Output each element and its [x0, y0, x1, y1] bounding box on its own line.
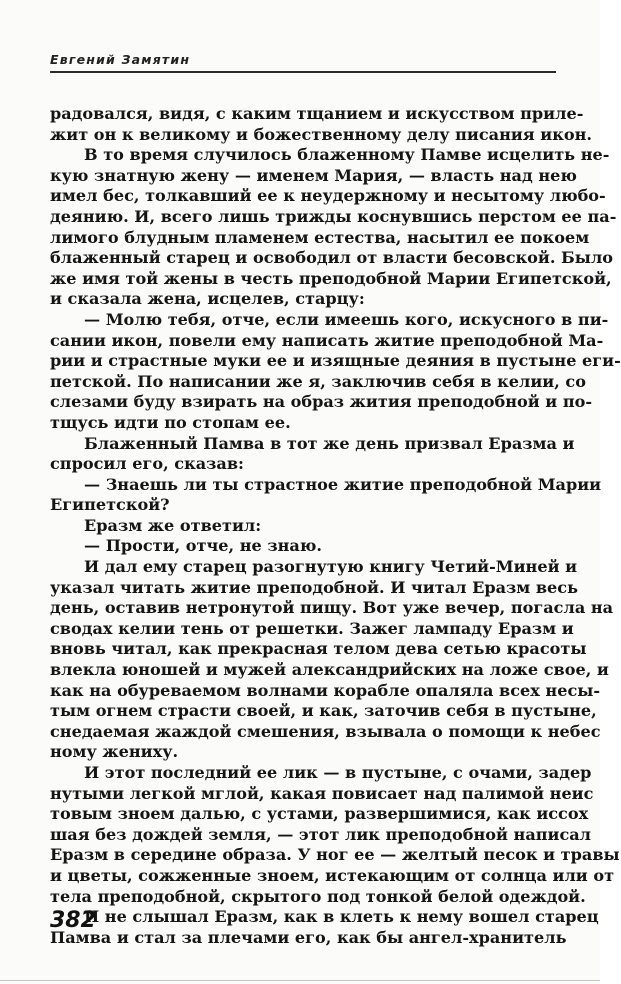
text-line: И этот последний ее лик — в пустыне, с очами, задер	[84, 763, 592, 782]
text-line: тщусь идти по стопам ее.	[50, 412, 291, 432]
text-line: и сказала жена, исцелев, старцу:	[50, 289, 365, 309]
text-line: сводах келии тень от решетки. Зажег лампаду Еразм и	[50, 618, 574, 638]
text-line: Еразм в середине образа. У ног ее — желтый песок и травы	[50, 845, 620, 865]
text-line: деянию. И, всего лишь трижды коснувшись перстом ее па-	[50, 206, 617, 226]
text-line: имел бес, толкавший ее к неудержному и несытому любо-	[50, 186, 606, 206]
text-line: и цветы, сожженные зноем, истекающим от солнца или от	[50, 865, 615, 885]
text-line: нутыми легкой мглой, какая повисает над палимой неис	[50, 783, 594, 803]
text-line: как на обуреваемом волнами корабле опаляла всех несы-	[50, 680, 601, 700]
text-line: лимого блудным пламенем естества, насытил ее покоем	[50, 227, 590, 247]
text-line: петской. По написании же я, заключив себя в келии, со	[50, 371, 586, 391]
running-head-author: Евгений Замятин	[50, 52, 191, 67]
text-line: товым зноем далью, с устами, развершимися, как иссох	[50, 804, 589, 824]
text-line: снедаемая жаждой смешения, взывала о помощи к небес	[50, 721, 601, 741]
text-line: Блаженный Памва в тот же день призвал Еразма и	[84, 433, 575, 453]
text-line: рии и страстные муки ее и изящные деяния в пустыне еги-	[50, 351, 621, 371]
text-line: Египетской?	[50, 495, 170, 515]
text-line: же имя той жены в честь преподобной Марии Египетской,	[50, 268, 612, 288]
text-line: — Прости, отче, не знаю.	[84, 536, 322, 556]
text-line: указал читать житие преподобной. И читал Еразм весь	[50, 577, 579, 597]
text-line: кую знатную жену — именем Мария, — власть над нею	[50, 165, 577, 185]
page-number: 382	[50, 908, 96, 933]
text-line: И дал ему старец разогнутую книгу Четий-Миней и	[84, 557, 578, 577]
header-rule	[50, 71, 556, 73]
text-line: Еразм же ответил:	[84, 515, 262, 535]
text-line: — Молю тебя, отче, если имеешь кого, искусного в пи-	[84, 309, 609, 329]
text-line: В то время случилось блаженному Памве исцелить не-	[84, 145, 610, 165]
bottom-divider	[0, 980, 600, 981]
text-line: шая без дождей земля, — этот лик преподобной написал	[50, 824, 592, 844]
text-line: тым огнем страсти своей, и как, заточив себя в пустыне,	[50, 701, 597, 721]
text-line: тела преподобной, скрытого под тонкой белой одеждой.	[50, 886, 586, 906]
text-line: слезами буду взирать на образ жития преподобной и по-	[50, 392, 593, 412]
text-line: блаженный старец и освободил от власти бесовской. Было	[50, 248, 614, 268]
text-line: Памва и стал за плечами его, как бы ангел-хранитель	[50, 927, 567, 947]
text-line: радовался, видя, с каким тщанием и искусством приле-	[50, 104, 584, 123]
text-line: ному жениху.	[50, 742, 179, 762]
text-line: влекла юношей и мужей александрийских на ложе свое, и	[50, 660, 609, 680]
text-line: вновь читал, как прекрасная телом дева сетью красоты	[50, 639, 587, 659]
text-line: жит он к великому и божественному делу писания икон.	[50, 124, 592, 144]
body-text	[50, 104, 621, 948]
text-line: — Знаешь ли ты страстное житие преподобной Марии	[84, 474, 602, 494]
text-line: спросил его, сказав:	[50, 454, 244, 474]
text-line: сании икон, повели ему написать житие преподобной Ма-	[50, 330, 604, 350]
text-line: И не слышал Еразм, как в клеть к нему вошел старец	[84, 907, 599, 927]
text-line: день, оставив нетронутой пищу. Вот уже вечер, погасла на	[50, 598, 614, 618]
